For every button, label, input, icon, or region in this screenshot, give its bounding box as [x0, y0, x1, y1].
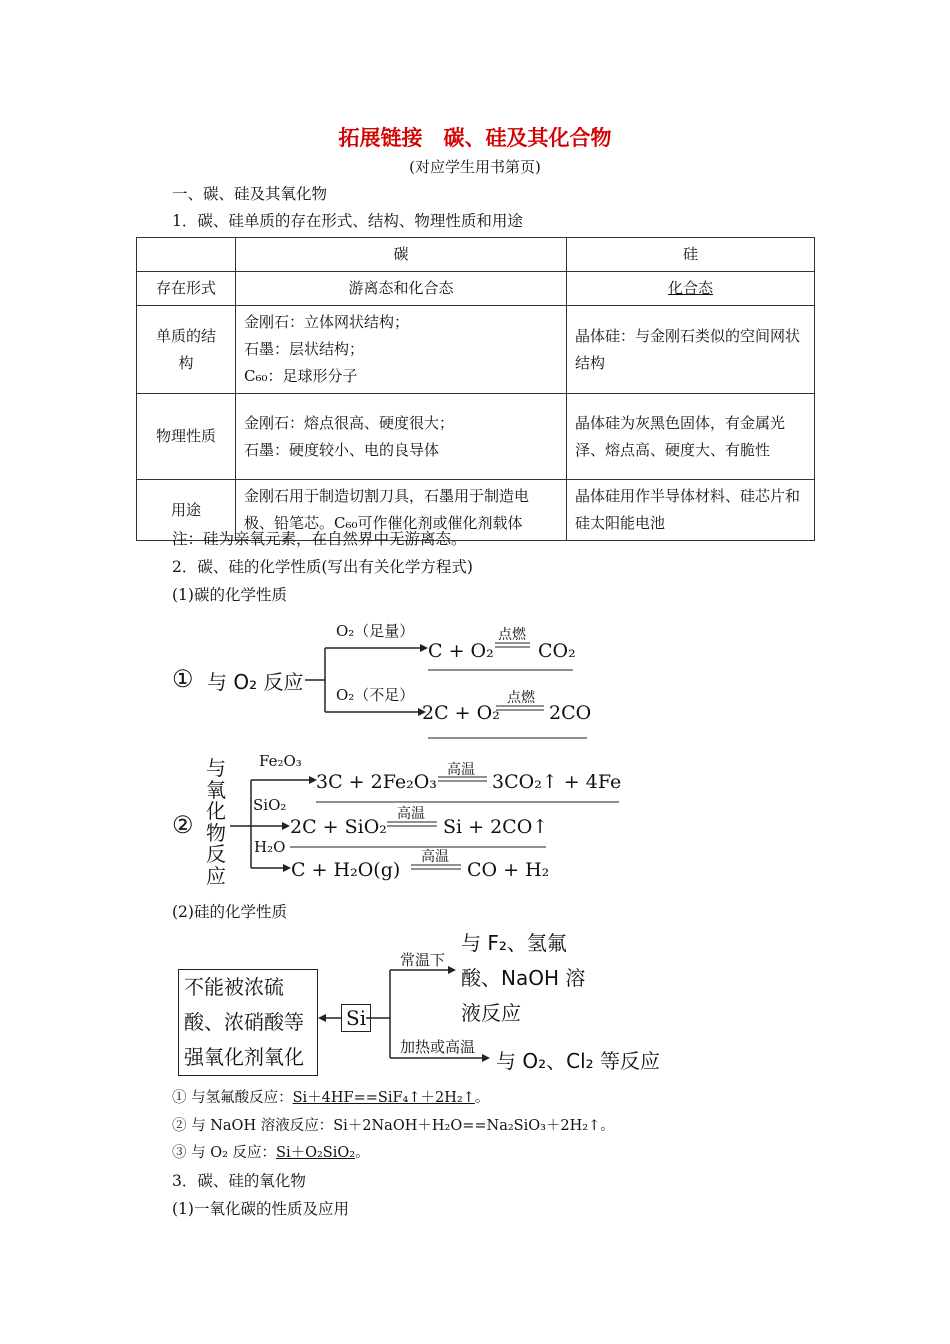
reaction-formula: Si＋2NaOH＋H₂O==Na₂SiO₃＋2H₂↑: [333, 1118, 601, 1134]
equation-right: CO + H₂: [467, 859, 550, 881]
reaction-equation: [172, 1141, 370, 1162]
circle-number: ②: [172, 811, 194, 839]
item-heading: 2．碳、硅的化学性质(写出有关化学方程式): [172, 558, 473, 576]
row-label: 物理性质: [137, 394, 236, 480]
vertical-char: 反: [206, 842, 226, 866]
note: 注：硅为亲氧元素，在自然界中无游离态。: [172, 530, 467, 548]
table-cell: 金刚石用于制造切割刀具，石墨用于制造电极、铅笔芯。C₆₀可作催化剂或催化剂载体: [236, 480, 567, 541]
item-heading: 1．碳、硅单质的存在形式、结构、物理性质和用途: [172, 212, 523, 230]
oxidation-resistance-box: [178, 969, 318, 1076]
equation-left: 2C + SiO₂: [290, 816, 387, 838]
reaction-equation: [172, 1086, 489, 1107]
condition-label: 常温下: [400, 951, 446, 969]
reaction-condition: 高温: [397, 806, 425, 822]
equation-left: C + H₂O(g): [291, 859, 401, 881]
reaction-condition: 点燃: [507, 690, 535, 706]
reaction-line: 酸、NaOH 溶: [461, 966, 586, 990]
table-header-carbon: 碳: [236, 238, 567, 272]
room-temperature-reactions: [461, 926, 585, 1031]
table-line: C₆₀：足球形分子: [244, 367, 358, 385]
sub-heading: (1)碳的化学性质: [172, 586, 287, 604]
condition-label: O₂（足量）: [336, 622, 415, 640]
reaction-formula: Si＋4HF==SiF₄↑＋2H₂↑: [292, 1090, 475, 1106]
page-subtitle: (对应学生用书第页): [409, 158, 541, 176]
reaction-condition: 高温: [447, 762, 475, 778]
reaction-condition: 高温: [421, 849, 449, 865]
vertical-char: 化: [206, 799, 226, 823]
circle-number: ①: [172, 665, 194, 693]
box-line: 强氧化剂氧化: [184, 1045, 304, 1069]
table-line: 金刚石：熔点很高、硬度很大；: [244, 413, 455, 432]
box-line: 酸、浓硝酸等: [184, 1010, 304, 1034]
box-line: 不能被浓硫: [184, 975, 284, 999]
page-title: 拓展链接 碳、硅及其化合物: [338, 126, 612, 150]
table-cell: 晶体硅：与金刚石类似的空间网状结构: [567, 306, 815, 394]
vertical-char: 氧: [206, 777, 226, 802]
table-cell: 游离态和化合态: [236, 272, 567, 306]
equation-right: Si + 2CO↑: [443, 816, 549, 838]
reaction-prefix: ① 与氢氟酸反应：: [172, 1090, 293, 1106]
table-line: 石墨：层状结构；: [244, 340, 365, 358]
sub-heading: (1)一氧化碳的性质及应用: [172, 1200, 349, 1218]
reaction-prefix: ② 与 NaOH 溶液反应：: [172, 1118, 334, 1134]
reaction-condition: 点燃: [498, 627, 526, 643]
reaction-formula: Si＋O₂SiO₂: [276, 1145, 356, 1161]
table-line: 金刚石：立体网状结构；: [244, 313, 410, 331]
equation-right: 2CO: [549, 702, 592, 724]
section-heading: 一、碳、硅及其氧化物: [172, 185, 328, 203]
equation-left: 2C + O₂: [422, 702, 500, 724]
reagent-label: H₂O: [254, 838, 286, 856]
reaction-lead: 与 O₂ 反应: [207, 670, 304, 694]
reaction-line: 液反应: [461, 1001, 521, 1025]
reaction-suffix: 。: [600, 1118, 615, 1134]
row-label: 存在形式: [137, 272, 236, 306]
equation-right: CO₂: [538, 640, 576, 662]
row-label: 用途: [137, 480, 236, 541]
condition-label: 加热或高温: [400, 1038, 476, 1056]
reaction-suffix: 。: [474, 1090, 490, 1106]
equation-left: C + O₂: [428, 640, 494, 662]
reagent-label: SiO₂: [253, 796, 287, 814]
sub-heading: (2)硅的化学性质: [172, 903, 287, 921]
reaction-suffix: 。: [355, 1145, 370, 1161]
reaction-line: 与 F₂、氢氟: [461, 931, 567, 955]
vertical-char: 与: [206, 756, 226, 780]
vertical-char: 物: [206, 820, 226, 845]
condition-label: O₂（不足）: [336, 686, 415, 704]
vertical-char: 应: [206, 863, 226, 888]
reaction-prefix: ③ 与 O₂ 反应：: [172, 1145, 277, 1161]
item-heading: 3．碳、硅的氧化物: [172, 1172, 306, 1190]
table-cell: 晶体硅用作半导体材料、硅芯片和硅太阳能电池: [567, 480, 815, 541]
table-line: 石墨：硬度较小、电的良导体: [244, 440, 440, 459]
reaction-equation: [172, 1114, 615, 1135]
silicon-box: Si: [341, 1004, 371, 1032]
table-header-silicon: 硅: [567, 238, 815, 272]
table-cell: 晶体硅为灰黑色固体，有金属光泽、熔点高、硬度大、有脆性: [567, 394, 815, 480]
reagent-label: Fe₂O₃: [259, 752, 302, 770]
equation-right: 3CO₂↑ + 4Fe: [492, 771, 622, 793]
table-cell-text: 化合态: [667, 279, 713, 297]
heating-reactions: 与 O₂、Cl₂ 等反应: [496, 1049, 661, 1073]
equation-left: 3C + 2Fe₂O₃: [316, 771, 437, 793]
row-label-text: 单质的结构: [155, 326, 216, 372]
